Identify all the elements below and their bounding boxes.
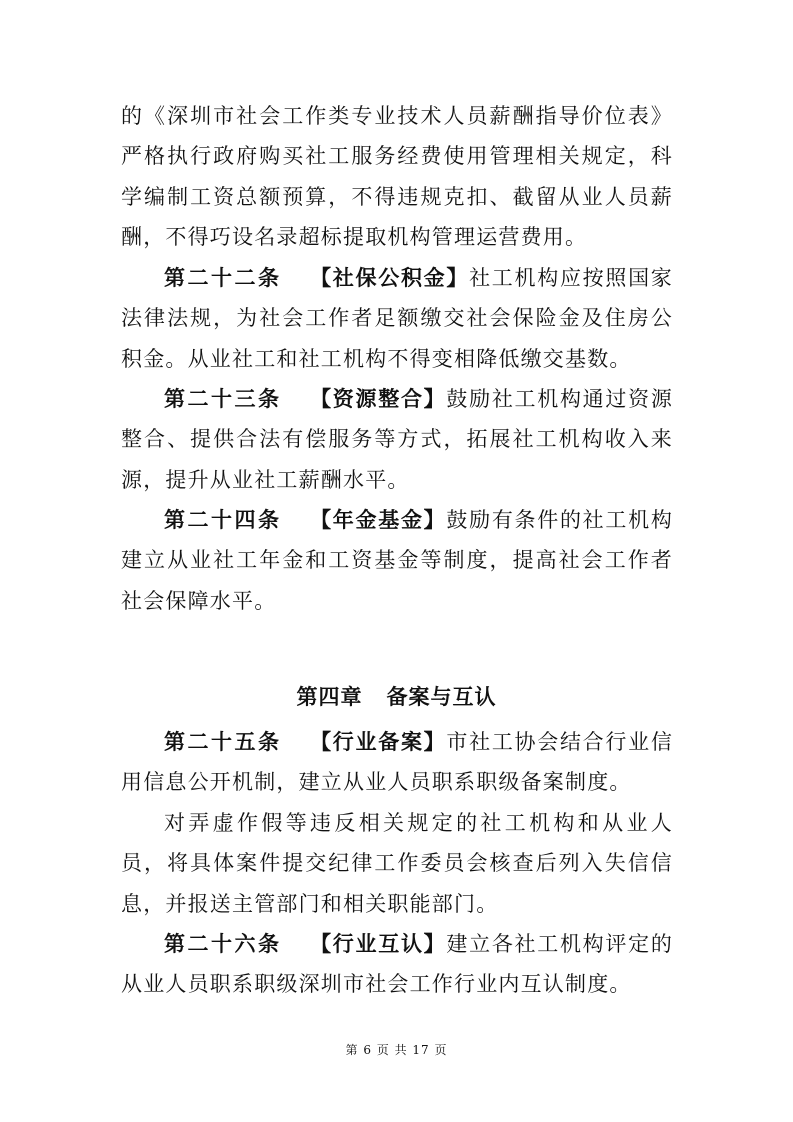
paragraph-continuation: [121, 96, 673, 258]
article-title: 【资源整合】: [309, 386, 447, 411]
paragraph-text: 的《深圳市社会工作类专业技术人员薪酬指导价位表》严格执行政府购买社工服务经费使用管理相关规定，科学编制工资总额预算，不得违规克扣、截留从业人员薪酬，不得巧设名录超标提取机构管理运营费用。: [121, 104, 673, 250]
article-title: 【年金基金】: [309, 507, 447, 532]
chapter-title: 备案与互认: [386, 685, 497, 709]
chapter-heading: [0, 682, 793, 712]
article-number: 第二十六条: [164, 931, 282, 956]
article-title: 【行业互认】: [309, 931, 447, 956]
article-body: 市社工协会结合行业信用信息公开机制，建立从业人员职系职级备案制度。: [121, 730, 674, 795]
article-23: [121, 379, 673, 500]
article-24: [121, 500, 673, 621]
article-number: 第二十二条: [164, 265, 282, 290]
article-body: 建立各社工机构评定的从业人员职系职级深圳市社会工作行业内互认制度。: [121, 932, 674, 997]
paragraph-text: 对弄虚作假等违反相关规定的社工机构和从业人员，将具体案件提交纪律工作委员会核查后列入失信信息，并报送主管部门和相关职能部门。: [121, 811, 673, 916]
article-body: 社工机构应按照国家法律法规，为社会工作者足额缴交社会保险金及住房公积金。从业社工和社工机构不得变相降低缴交基数。: [121, 266, 674, 371]
article-25: [121, 722, 673, 803]
chapter-number: 第四章: [296, 685, 363, 709]
article-number: 第二十三条: [164, 386, 282, 411]
article-title: 【社保公积金】: [309, 265, 470, 290]
page-number: 第 6 页 共 17 页: [345, 1043, 448, 1057]
article-number: 第二十四条: [164, 507, 282, 532]
paragraph-discipline: [121, 803, 673, 924]
article-title: 【行业备案】: [309, 729, 447, 754]
page-footer: [0, 1041, 793, 1059]
article-number: 第二十五条: [164, 729, 282, 754]
article-22: [121, 258, 673, 379]
article-26: [121, 924, 673, 1005]
article-body: 鼓励社工机构通过资源整合、提供合法有偿服务等方式，拓展社工机构收入来源，提升从业社工薪酬水平。: [121, 387, 674, 492]
article-body: 鼓励有条件的社工机构建立从业社工年金和工资基金等制度，提高社会工作者社会保障水平。: [121, 508, 674, 613]
